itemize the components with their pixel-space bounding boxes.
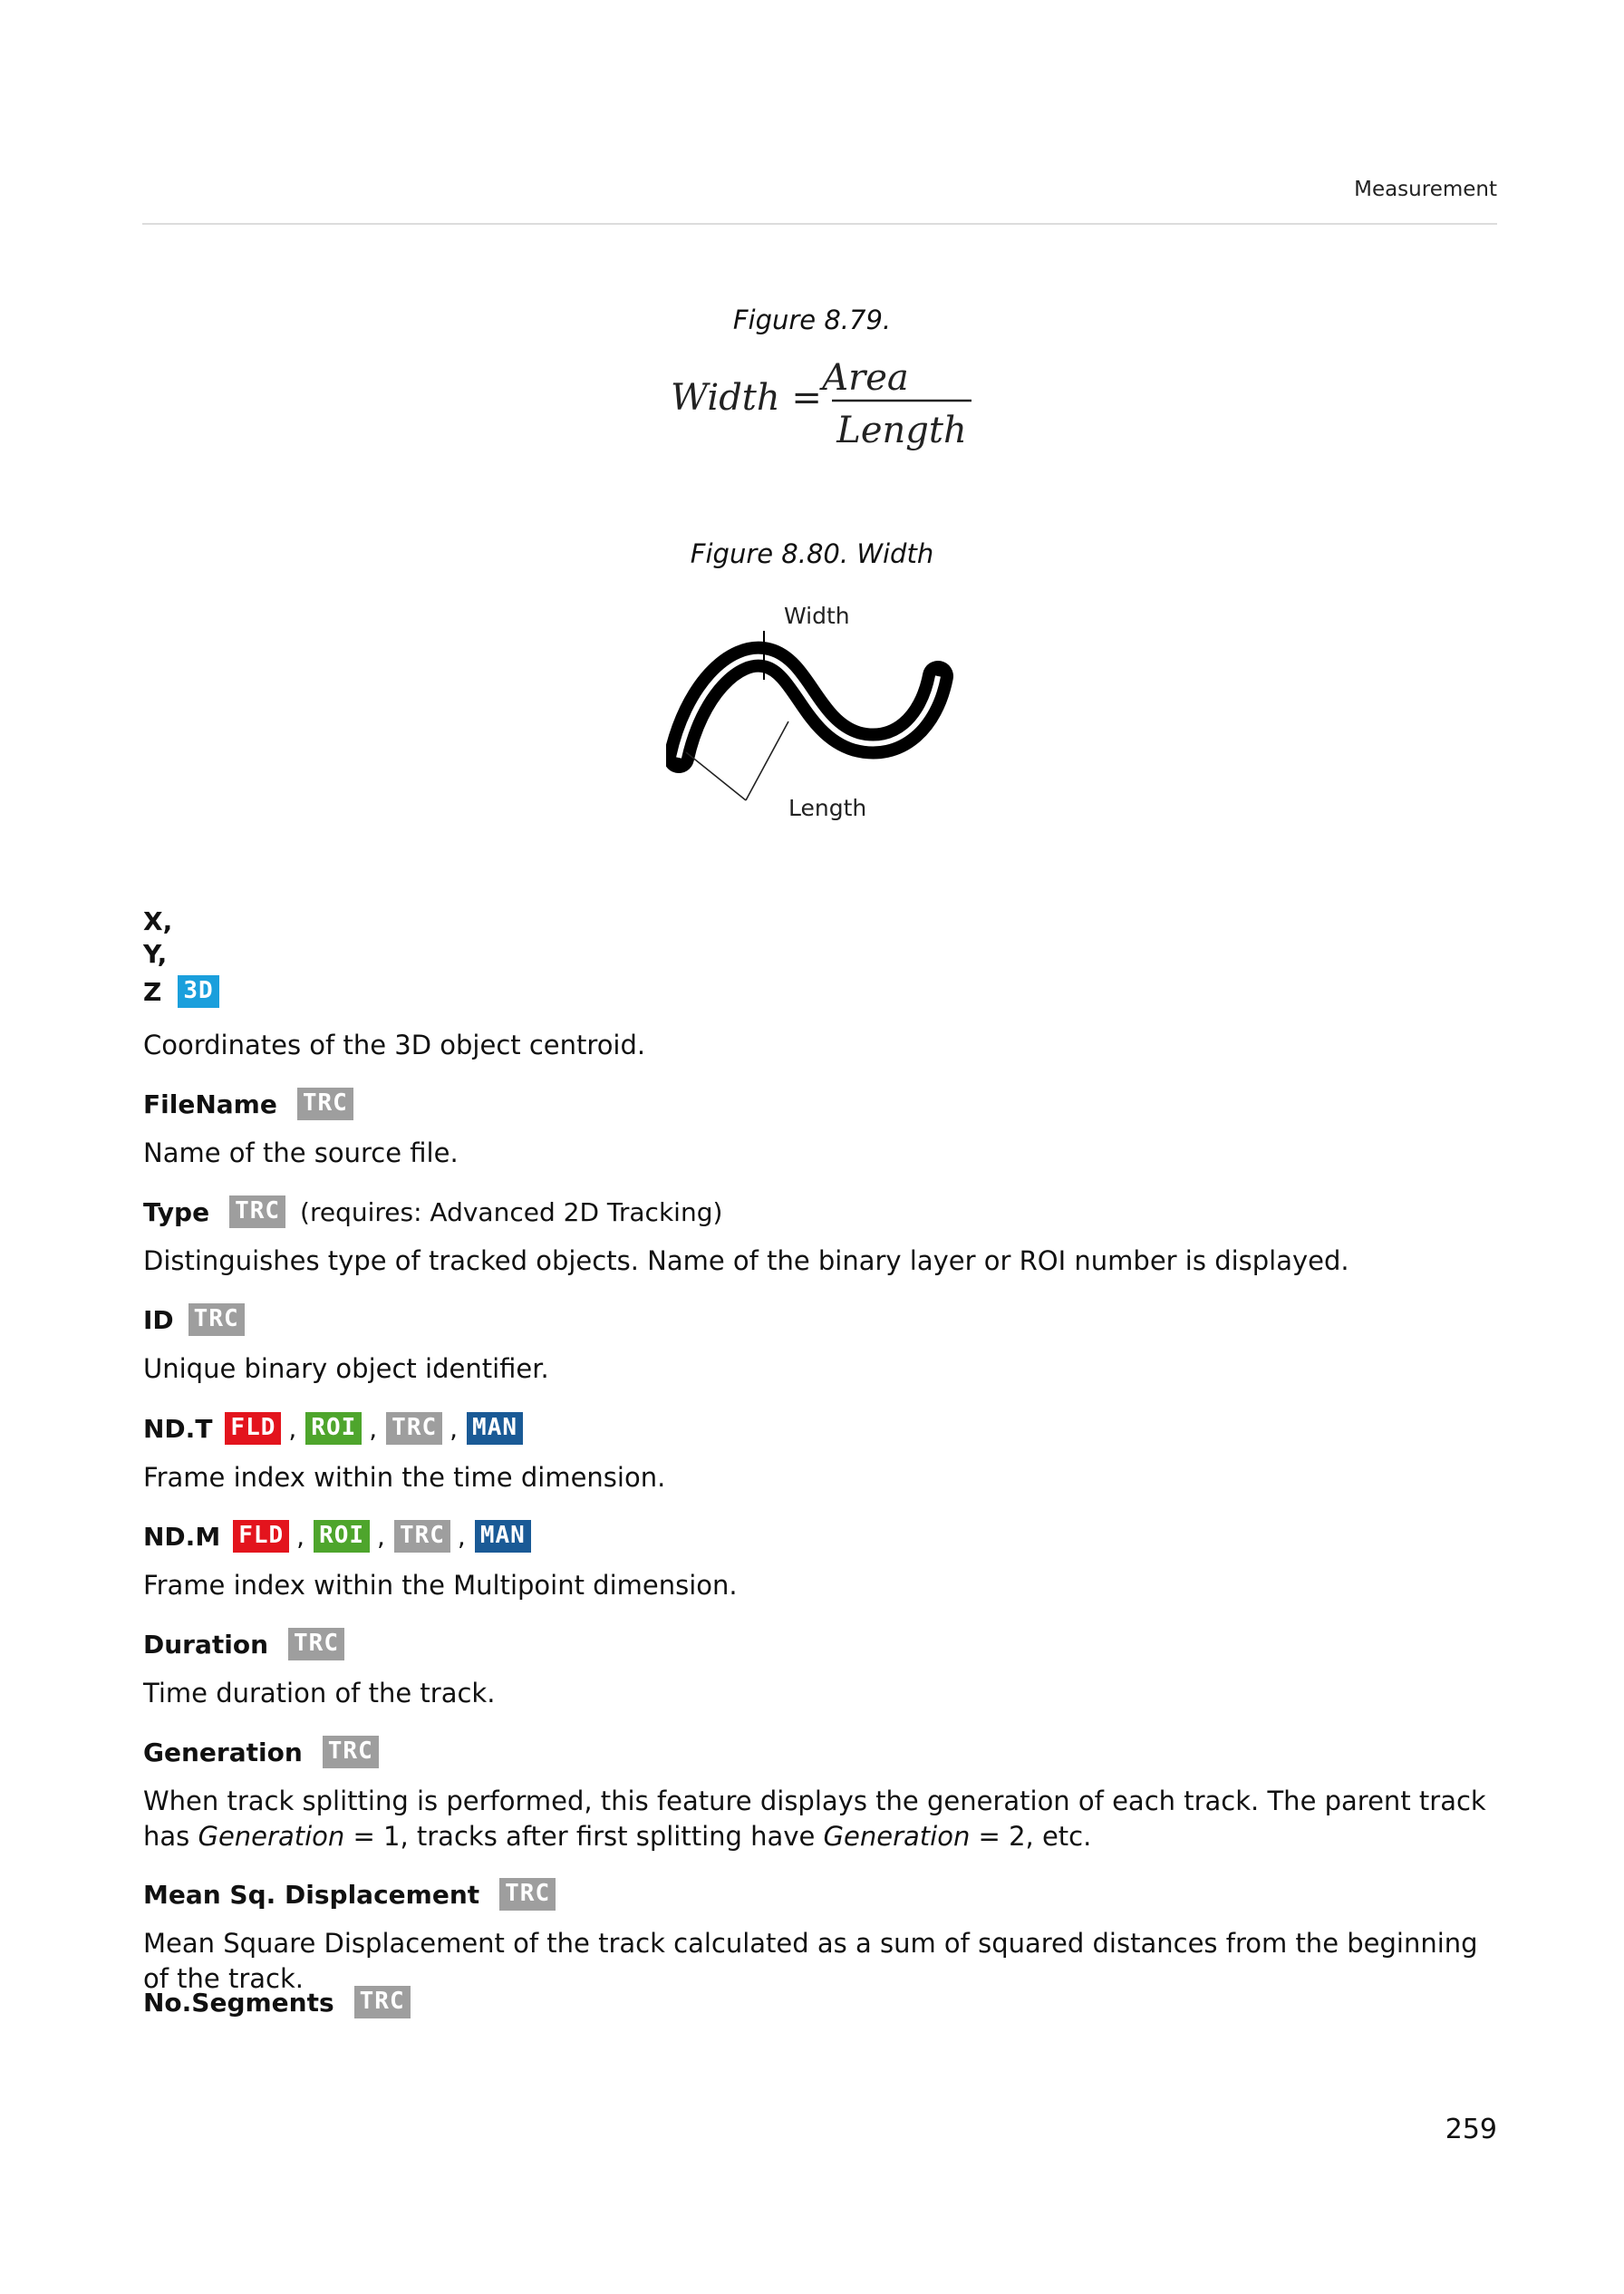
page-number: 259 — [1445, 2114, 1497, 2145]
term-x: X, — [143, 906, 173, 936]
badge-roi: ROI — [314, 1520, 370, 1553]
term-z: Z 3D — [143, 975, 219, 1008]
badge-trc: TRC — [323, 1736, 379, 1768]
formula-denominator: Length — [836, 410, 967, 451]
badge-trc: TRC — [394, 1520, 450, 1553]
term-duration: Duration TRC — [143, 1628, 344, 1660]
term-nd-t: ND.T FLD , ROI , TRC , MAN — [143, 1412, 523, 1445]
badge-man: MAN — [475, 1520, 531, 1553]
generation-description: When track splitting is performed, this feature displays the generation of each track. The parent track has Generation = 1, tracks after first splitting have Generation = 2, etc. — [143, 1786, 1486, 1852]
length-pointer-right — [746, 721, 788, 800]
width-diagram — [666, 596, 970, 823]
nd-t-description: Frame index within the time dimension. — [143, 1462, 666, 1493]
badge-trc: TRC — [188, 1303, 245, 1336]
type-description: Distinguishes type of tracked objects. Name of the binary layer or ROI number is displayed. — [143, 1245, 1349, 1276]
term-nd-m: ND.M FLD , ROI , TRC , MAN — [143, 1520, 531, 1553]
term-id: ID TRC — [143, 1303, 245, 1336]
filename-description: Name of the source file. — [143, 1137, 459, 1168]
term-no-segments: No.Segments TRC — [143, 1986, 411, 2018]
badge-trc: TRC — [229, 1195, 285, 1228]
badge-trc: TRC — [288, 1628, 344, 1660]
badge-man: MAN — [467, 1412, 523, 1445]
term-generation: Generation TRC — [143, 1736, 379, 1768]
term-mean-sq-displacement: Mean Sq. Displacement TRC — [143, 1878, 556, 1911]
formula-lhs: Width = — [671, 377, 822, 419]
badge-3d: 3D — [178, 975, 218, 1008]
badge-roi: ROI — [305, 1412, 362, 1445]
length-pointer-left — [686, 752, 746, 800]
figure-880-caption: Figure 8.80. Width — [690, 538, 934, 569]
formula-numerator: Area — [822, 357, 909, 399]
term-y: Y, — [143, 939, 168, 969]
badge-trc: TRC — [386, 1412, 442, 1445]
badge-fld: FLD — [233, 1520, 289, 1553]
xyz-description: Coordinates of the 3D object centroid. — [143, 1030, 646, 1060]
badge-trc: TRC — [499, 1878, 556, 1911]
nd-m-description: Frame index within the Multipoint dimension. — [143, 1570, 738, 1601]
width-formula — [671, 353, 979, 462]
requirement-note: (requires: Advanced 2D Tracking) — [300, 1196, 723, 1227]
term-filename: FileName TRC — [143, 1088, 353, 1120]
header-divider — [142, 223, 1497, 225]
badge-trc: TRC — [297, 1088, 353, 1120]
diagram-width-label: Width — [784, 603, 850, 629]
duration-description: Time duration of the track. — [143, 1678, 496, 1708]
term-type: Type TRC (requires: Advanced 2D Tracking) — [143, 1196, 723, 1227]
running-header: Measurement — [1354, 178, 1497, 201]
worm-shape — [679, 657, 938, 758]
badge-trc: TRC — [354, 1986, 411, 2018]
figure-879-caption: Figure 8.79. — [732, 305, 892, 335]
id-description: Unique binary object identifier. — [143, 1353, 549, 1384]
msd-description: Mean Square Displacement of the track calculated as a sum of squared distances from the beginning of the track. — [143, 1928, 1478, 1994]
diagram-length-label: Length — [788, 795, 867, 821]
badge-fld: FLD — [225, 1412, 281, 1445]
